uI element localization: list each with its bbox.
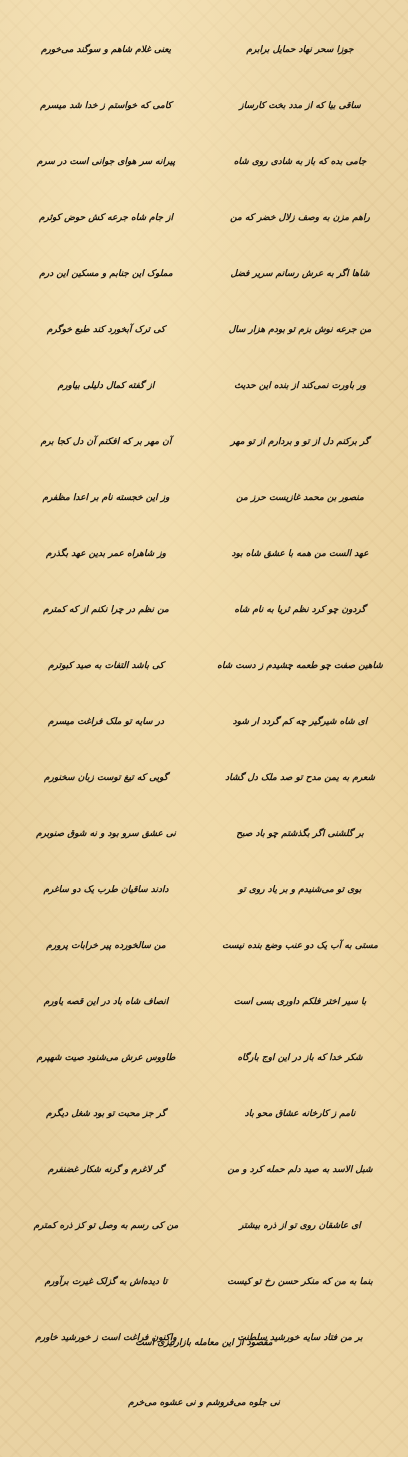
right-hemistich: با سیر اختر فلکم داوری بسی است bbox=[233, 996, 367, 1007]
left-hemistich: واکنون فراغت است ز خورشید خاورم bbox=[35, 1332, 177, 1343]
right-hemistich: نامم ز کارخانه عشاق محو باد bbox=[244, 1108, 356, 1119]
left-hemistich: من سالخورده پیر خرابات پرورم bbox=[46, 940, 166, 951]
right-hemistich: شبل الاسد به صید دلم حمله کرد و من bbox=[227, 1164, 373, 1175]
right-hemistich: عهد الست من همه با عشق شاه بود bbox=[231, 548, 369, 559]
left-hemistich: گویی که تیغ توست زبان سخنورم bbox=[43, 772, 169, 783]
couplet bbox=[0, 1198, 408, 1254]
closing-hemistich-second: نی جلوه می‌فروشم و نی عشوه می‌خرم bbox=[128, 1398, 280, 1408]
couplet bbox=[0, 1254, 408, 1310]
left-hemistich: از گفته کمال دلیلی بیاورم bbox=[57, 380, 155, 391]
right-hemistich: ای عاشقان روی تو از ذره بیشتر bbox=[239, 1220, 361, 1231]
right-hemistich: جامی بده که باز به شادی روی شاه bbox=[233, 156, 367, 167]
couplet bbox=[0, 78, 408, 134]
couplet bbox=[0, 694, 408, 750]
right-hemistich: گر برکنم دل از تو و بردارم از تو مهر bbox=[230, 436, 370, 447]
left-hemistich: از جام شاه جرعه کش حوض کوثرم bbox=[38, 212, 174, 223]
right-hemistich: شعرم به یمن مدح تو صد ملک دل گشاد bbox=[225, 772, 375, 783]
couplet bbox=[0, 134, 408, 190]
couplet bbox=[0, 862, 408, 918]
right-hemistich: بنما به من که منکر حسن رخ تو کیست bbox=[227, 1276, 373, 1287]
right-hemistich: شاها اگر به عرش رسانم سریر فضل bbox=[230, 268, 370, 279]
right-hemistich: من جرعه نوش بزم تو بودم هزار سال bbox=[228, 324, 372, 335]
left-hemistich: پیرانه سر هوای جوانی است در سرم bbox=[36, 156, 176, 167]
couplet bbox=[0, 190, 408, 246]
couplet bbox=[0, 582, 408, 638]
left-hemistich: کی ترک آبخورد کند طبع خوگرم bbox=[46, 324, 166, 335]
couplet bbox=[0, 470, 408, 526]
left-hemistich: گر لاغرم و گرنه شکار غضنفرم bbox=[47, 1164, 165, 1175]
left-hemistich: مملوک این جنابم و مسکین این درم bbox=[39, 268, 173, 279]
right-hemistich: جوزا سحر نهاد حمایل برابرم bbox=[246, 44, 354, 55]
left-hemistich: تا دیده‌اش به گزلک غیرت برآورم bbox=[44, 1276, 168, 1287]
left-hemistich: کامی که خواستم ز خدا شد میسرم bbox=[40, 100, 172, 111]
couplet bbox=[0, 918, 408, 974]
couplet bbox=[0, 638, 408, 694]
couplet bbox=[0, 974, 408, 1030]
right-hemistich: بر گلشنی اگر بگذشتم چو باد صبح bbox=[236, 828, 364, 839]
couplet bbox=[0, 1030, 408, 1086]
right-hemistich: ای شاه شیرگیر چه کم گردد ار شود bbox=[232, 716, 368, 727]
right-hemistich: مستی به آب یک دو عنب وضع بنده نیست bbox=[222, 940, 378, 951]
left-hemistich: در سایه تو ملک فراغت میسرم bbox=[47, 716, 165, 727]
left-hemistich: انصاف شاه باد در این قصه یاورم bbox=[43, 996, 169, 1007]
right-hemistich: راهم مزن به وصف زلال خضر که من bbox=[230, 212, 370, 223]
left-hemistich: وز این خجسته نام بر اعدا مظفرم bbox=[42, 492, 170, 503]
couplet bbox=[0, 414, 408, 470]
right-hemistich: ساقی بیا که از مدد بخت کارساز bbox=[239, 100, 361, 111]
left-hemistich: کی باشد التفات به صید کبوترم bbox=[48, 660, 164, 671]
left-hemistich: آن مهر بر که افکنم آن دل کجا برم bbox=[40, 436, 172, 447]
couplet bbox=[0, 358, 408, 414]
left-hemistich: یعنی غلام شاهم و سوگند می‌خورم bbox=[40, 44, 172, 55]
couplet bbox=[0, 302, 408, 358]
right-hemistich: شکر خدا که باز در این اوج بارگاه bbox=[237, 1052, 363, 1063]
right-hemistich: منصور بن محمد غازیست حرز من bbox=[236, 492, 364, 503]
couplet bbox=[0, 22, 408, 78]
right-hemistich: گردون چو کرد نظم ثریا به نام شاه bbox=[234, 604, 366, 615]
couplet bbox=[0, 246, 408, 302]
couplet bbox=[0, 806, 408, 862]
left-hemistich: من نظم در چرا نکنم از که کمترم bbox=[43, 604, 169, 615]
couplet bbox=[0, 1142, 408, 1198]
verse-list bbox=[0, 22, 408, 1366]
left-hemistich: وز شاهراه عمر بدین عهد بگذرم bbox=[45, 548, 167, 559]
couplet bbox=[0, 526, 408, 582]
closing-hemistich-first: مقصود از این معامله بازارتیزی است bbox=[135, 1338, 273, 1348]
right-hemistich: ور باورت نمی‌کند از بنده این حدیث bbox=[234, 380, 366, 391]
left-hemistich: گر جز محبت تو بود شغل دیگرم bbox=[46, 1108, 166, 1119]
right-hemistich: بر من فتاد سایه خورشید سلطنت bbox=[237, 1332, 363, 1343]
left-hemistich: دادند ساقیان طرب یک دو ساغرم bbox=[43, 884, 169, 895]
couplet bbox=[0, 1086, 408, 1142]
left-hemistich: طاووس عرش می‌شنود صیت شهپرم bbox=[36, 1052, 176, 1063]
right-hemistich: شاهین صفت چو طعمه چشیدم ز دست شاه bbox=[217, 660, 383, 671]
left-hemistich: من کی رسم به وصل تو کز ذره کمترم bbox=[33, 1220, 179, 1231]
right-hemistich: بوی تو می‌شنیدم و بر یاد روی تو bbox=[238, 884, 362, 895]
left-hemistich: نی عشق سرو بود و نه شوق صنوبرم bbox=[36, 828, 176, 839]
couplet bbox=[0, 750, 408, 806]
